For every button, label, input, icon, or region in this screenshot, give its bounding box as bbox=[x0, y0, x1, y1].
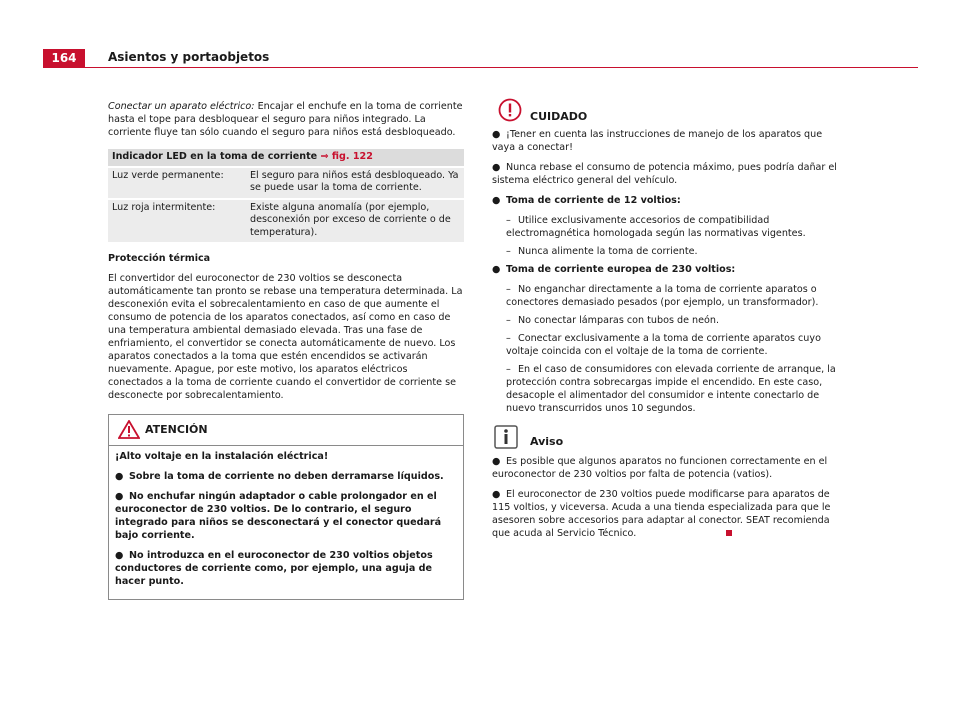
sub-list-item: – Conectar exclusivamente a la toma de corriente aparatos cuyo voltaje coincida con el voltaje de la toma de corriente. bbox=[506, 333, 821, 357]
table-row bbox=[108, 167, 464, 199]
intro-text: Encajar el enchufe en la toma de corriente hasta el tope para desbloquear el seguro para niños integrado. La corriente fluye tan sólo cuando el seguro para niños está desbloqueado. bbox=[108, 101, 463, 138]
caution-exclamation-icon bbox=[498, 98, 522, 126]
list-item: ● Toma de corriente de 12 voltios: bbox=[492, 195, 681, 206]
intro-paragraph bbox=[108, 100, 464, 139]
sub-list-item: – No enganchar directamente a la toma de corriente aparatos o conectores demasiado pesados (por ejemplo, un transformador). bbox=[506, 284, 819, 308]
table-row bbox=[108, 199, 464, 243]
table-cell-value: Existe alguna anomalía (por ejemplo, desconexión por exceso de corriente o de temperatura). bbox=[246, 199, 464, 243]
list-item: ● Toma de corriente europea de 230 voltios: bbox=[492, 264, 736, 275]
end-of-section-marker bbox=[726, 530, 732, 536]
table-cell-key: Luz verde permanente: bbox=[108, 167, 246, 199]
notice-header bbox=[492, 425, 848, 451]
led-indicator-table bbox=[108, 149, 464, 242]
sub-list-item: – En el caso de consumidores con elevada corriente de arranque, la protección contra sobrecargas impide el encendido. En este caso, desacople el alimentador del consumidor e intente conectarlo de nuevo transcurridos unos 10 segundos. bbox=[506, 364, 836, 414]
thermal-paragraph: El convertidor del euroconector de 230 voltios se desconecta automáticamente tan pronto se rebase una temperatura determinada. La desconexión evita el sobrecalentamiento en caso de que aumente el consumo de potencia de los aparatos conectados, así como en caso de una temperatura ambiental demasiado elevada. Tras una fase de enfriamiento, el convertidor se conecta automáticamente de nuevo. Los aparatos conectados a la toma que estén encendidos se activarán nuevamente. Apague, por este motivo, los aparatos eléctricos conectados a la toma de corriente cuando el convertidor de corriente se desconecte por sobrecalentamiento. bbox=[108, 273, 463, 401]
notice-title: Aviso bbox=[530, 435, 564, 448]
left-column bbox=[108, 100, 464, 600]
warning-body bbox=[109, 446, 463, 599]
thermal-heading: Protección térmica bbox=[108, 253, 211, 264]
warning-box bbox=[108, 414, 464, 600]
table-header-text: Indicador LED en la toma de corriente bbox=[112, 151, 321, 162]
list-item: ● No enchufar ningún adaptador o cable prolongador en el euroconector de 230 voltios. De lo contrario, el seguro integrado para niños se desconectará y el conector quedará bajo corriente. bbox=[115, 491, 442, 541]
list-item: ● El euroconector de 230 voltios puede modificarse para aparatos de 115 voltios, y viceversa. Acuda a una tienda especializada para que le asesoren sobre accesorios para adaptar al conector. SEAT recomienda que acuda al Servicio Técnico. bbox=[492, 489, 831, 539]
caution-title: CUIDADO bbox=[530, 110, 588, 123]
list-item: ● Sobre la toma de corriente no deben derramarse líquidos. bbox=[115, 471, 444, 482]
table-cell-value: El seguro para niños está desbloqueado. Ya se puede usar la toma de corriente. bbox=[246, 167, 464, 199]
sub-list-item: – No conectar lámparas con tubos de neón. bbox=[506, 315, 720, 326]
sub-list-item: – Nunca alimente la toma de corriente. bbox=[506, 246, 698, 257]
caution-header bbox=[492, 100, 848, 124]
list-item: ● Es posible que algunos aparatos no funcionen correctamente en el euroconector de 230 voltios por falta de potencia (vatios). bbox=[492, 456, 828, 480]
intro-label: Conectar un aparato eléctrico: bbox=[108, 101, 255, 112]
warning-header bbox=[109, 415, 463, 446]
page-number: 164 bbox=[43, 49, 85, 67]
table-cell-key: Luz roja intermitente: bbox=[108, 199, 246, 243]
list-item: ● No introduzca en el euroconector de 230 voltios objetos conductores de corriente como, por ejemplo, una aguja de hacer punto. bbox=[115, 550, 433, 587]
warning-triangle-icon bbox=[118, 420, 140, 443]
page-title: Asientos y portaobjetos bbox=[108, 50, 270, 64]
figure-reference-link[interactable]: ⇒ fig. 122 bbox=[320, 151, 373, 162]
info-icon bbox=[494, 425, 518, 453]
right-column bbox=[492, 100, 848, 547]
sub-list-item: – Utilice exclusivamente accesorios de compatibilidad electromagnética homologada según las normativas vigentes. bbox=[506, 215, 806, 239]
list-item: ● ¡Tener en cuenta las instrucciones de manejo de los aparatos que vaya a conectar! bbox=[492, 129, 823, 153]
header-divider bbox=[43, 67, 918, 68]
warning-lead: ¡Alto voltaje en la instalación eléctrica! bbox=[115, 451, 329, 462]
warning-title: ATENCIÓN bbox=[145, 423, 208, 436]
table-header bbox=[108, 149, 464, 167]
list-item: ● Nunca rebase el consumo de potencia máximo, pues podría dañar el sistema eléctrico general del vehículo. bbox=[492, 162, 837, 186]
